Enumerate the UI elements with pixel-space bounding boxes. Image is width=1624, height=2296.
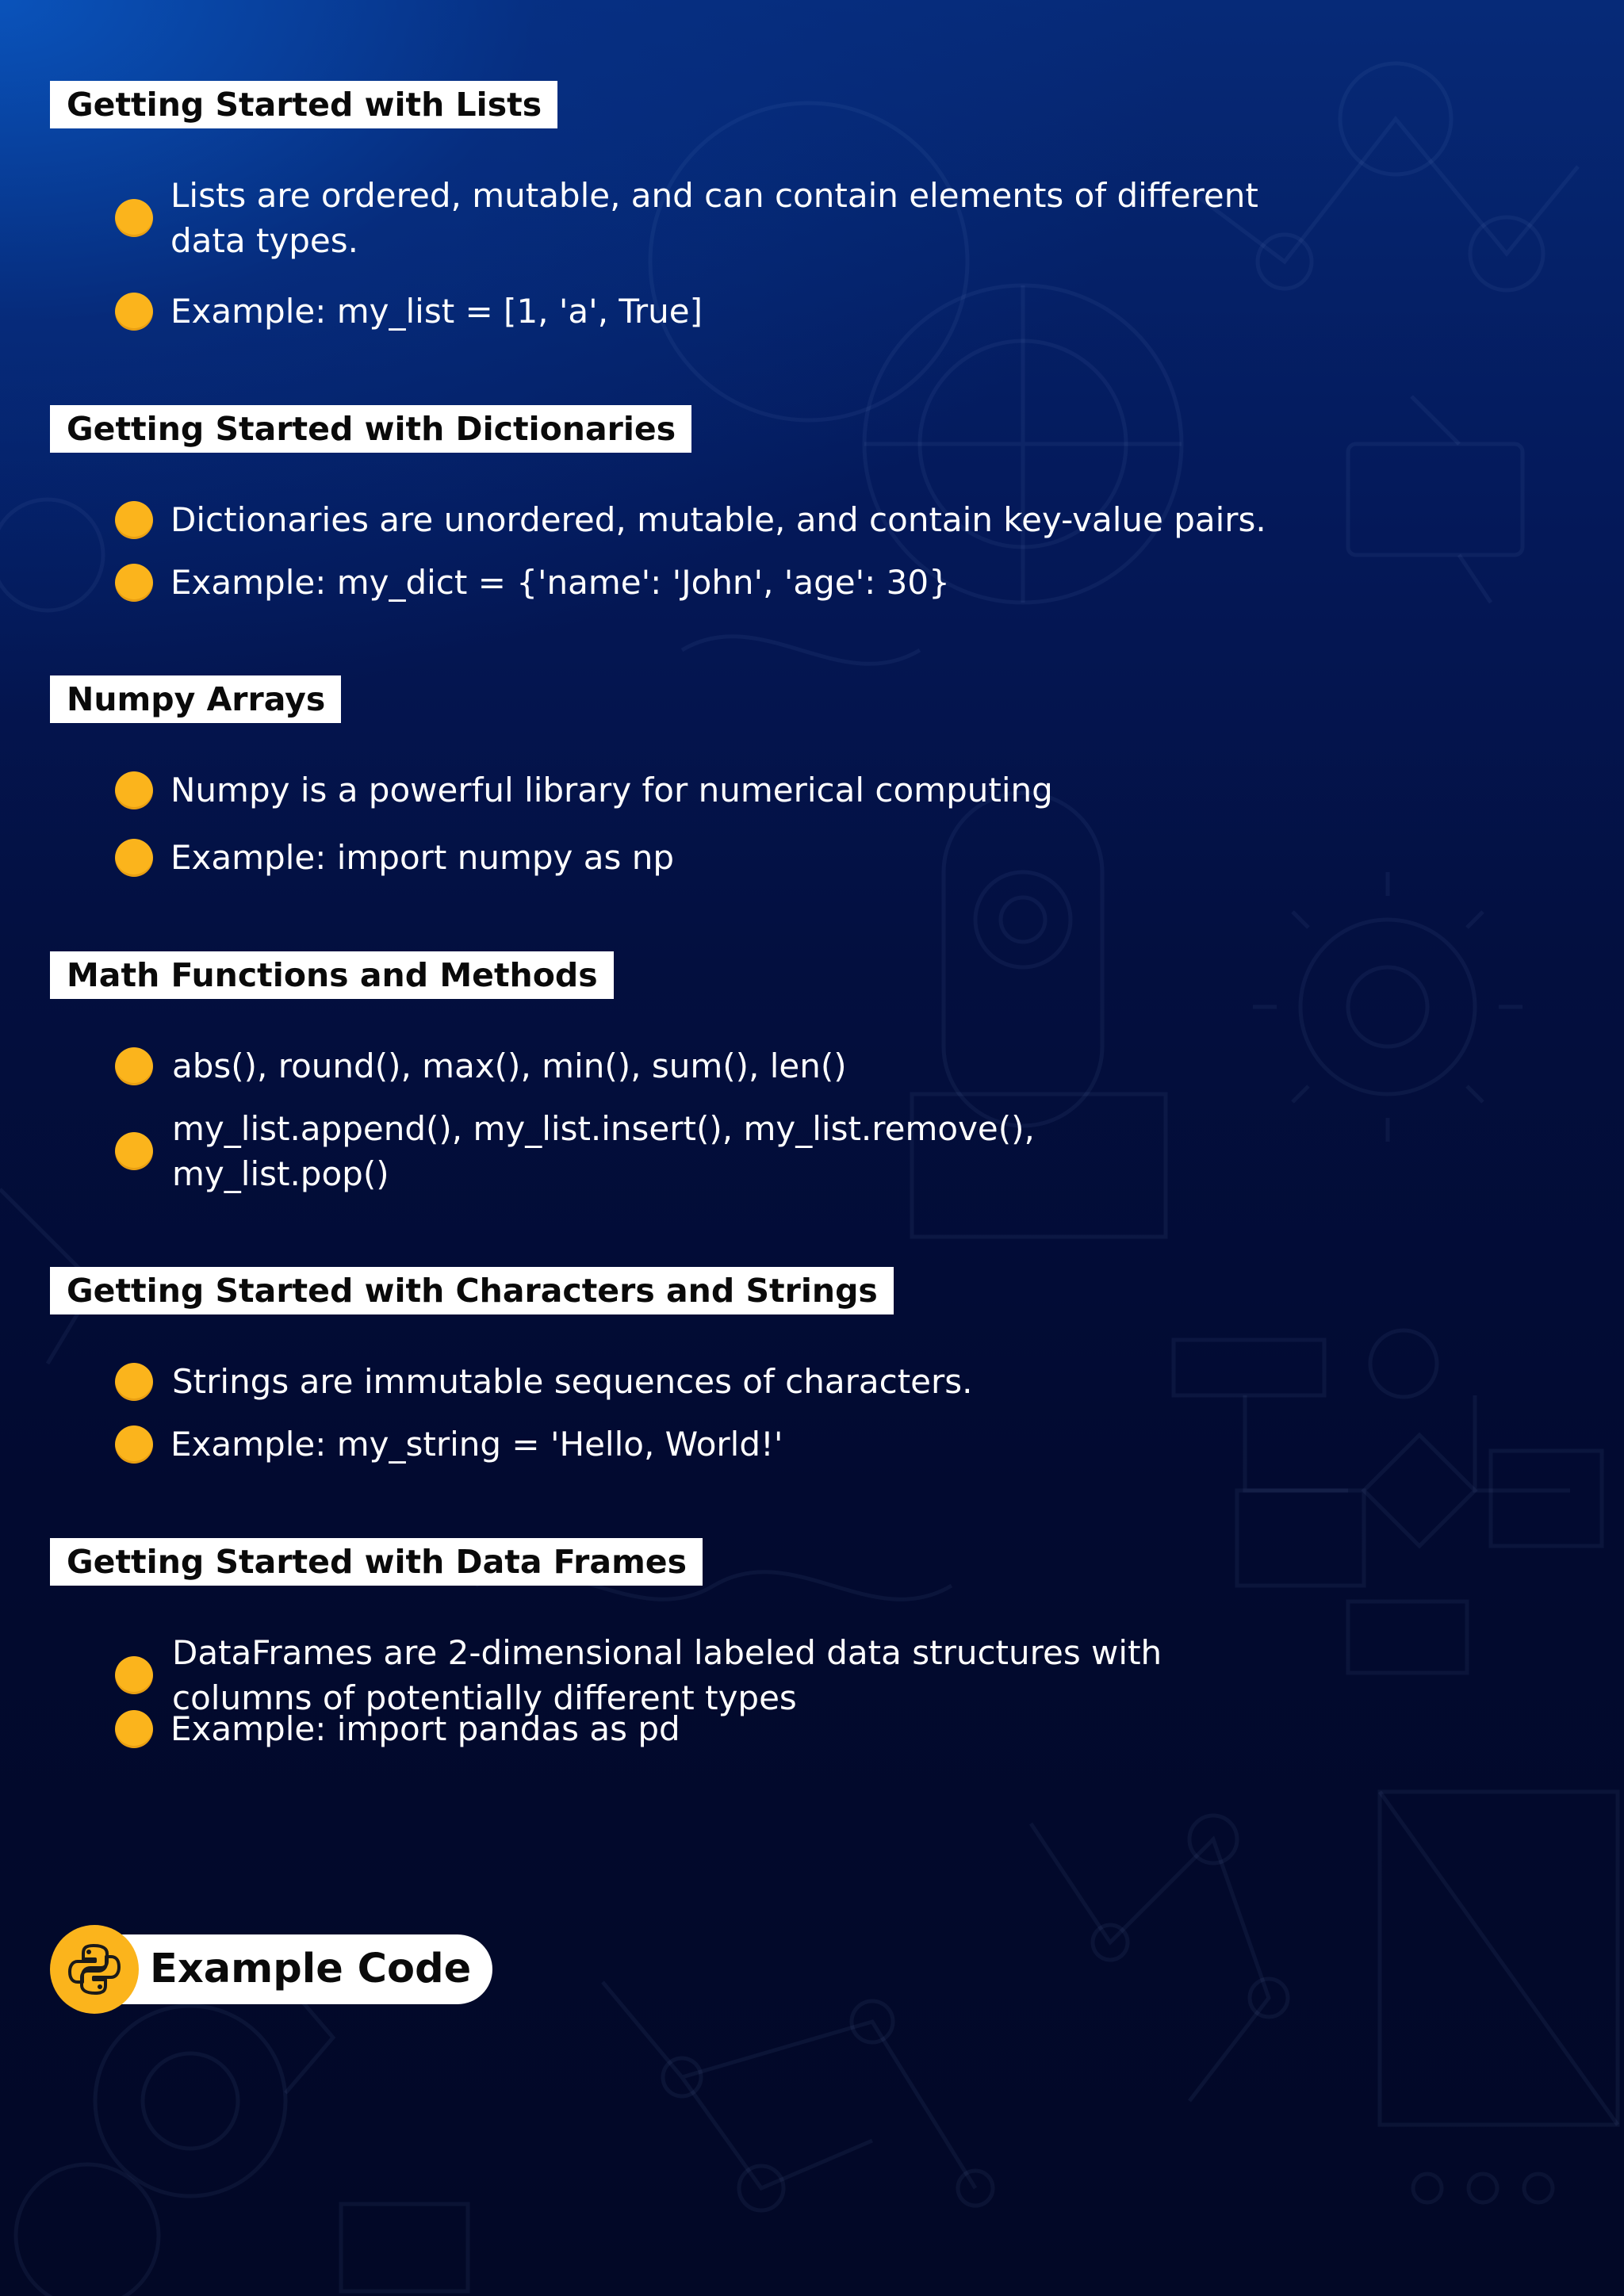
list-item: [50, 497, 1414, 543]
list-item: [50, 560, 1414, 606]
list-item: [50, 1043, 1414, 1089]
bullet-dot-icon: [115, 1132, 153, 1170]
section-strings: [50, 1267, 1414, 1464]
bullet-text: Example: my_string = 'Hello, World!': [170, 1425, 783, 1464]
section-heading: Getting Started with Data Frames: [50, 1538, 703, 1586]
bullet-dot-icon: [115, 1363, 153, 1401]
bullet-text: Lists are ordered, mutable, and can contain elements of different data types.: [170, 176, 1258, 260]
bullet-dot-icon: [115, 1425, 153, 1464]
list-item: [50, 835, 1414, 881]
bullet-dot-icon: [115, 293, 153, 331]
section-heading: Getting Started with Dictionaries: [50, 405, 691, 453]
bullet-text: Strings are immutable sequences of characters.: [172, 1362, 973, 1401]
list-item: [50, 767, 1414, 813]
bullet-text: Example: import numpy as np: [170, 838, 675, 877]
bullet-text: Dictionaries are unordered, mutable, and contain key-value pairs.: [170, 500, 1266, 539]
section-numpy: [50, 675, 1414, 877]
list-item: [50, 1106, 1414, 1196]
section-dictionaries: [50, 405, 1414, 602]
bullet-text: Example: import pandas as pd: [170, 1709, 680, 1748]
bullet-dot-icon: [115, 771, 153, 809]
section-math-functions: [50, 951, 1414, 1193]
bullet-text: Example: my_list = [1, 'a', True]: [170, 292, 703, 331]
bullet-text: abs(), round(), max(), min(), sum(), len(): [172, 1047, 847, 1085]
bullet-dot-icon: [115, 839, 153, 877]
list-item: [50, 1359, 1414, 1405]
example-code-label: Example Code: [150, 1946, 472, 1992]
bullet-dot-icon: [115, 501, 153, 539]
section-heading: Getting Started with Characters and Strings: [50, 1267, 894, 1314]
bullet-text: Numpy is a powerful library for numerical computing: [170, 771, 1053, 809]
list-item: [50, 289, 1414, 335]
list-item: [50, 1422, 1414, 1468]
section-heading: Math Functions and Methods: [50, 951, 614, 999]
python-logo-icon: [50, 1925, 139, 2014]
section-heading: Numpy Arrays: [50, 675, 341, 723]
example-code-badge: [50, 1925, 494, 2014]
bullet-text: Example: my_dict = {'name': 'John', 'age': 30}: [170, 563, 950, 602]
section-lists: [50, 81, 1414, 331]
bullet-dot-icon: [115, 1047, 153, 1085]
bullet-dot-icon: [115, 1710, 153, 1748]
section-heading: Getting Started with Lists: [50, 81, 557, 128]
bullet-dot-icon: [115, 1656, 153, 1694]
bullet-text: DataFrames are 2-dimensional labeled data structures with columns of potentially different types: [172, 1633, 1162, 1717]
list-item: [50, 173, 1414, 263]
bullet-dot-icon: [115, 199, 153, 237]
section-data-frames: [50, 1538, 1414, 1748]
bullet-text: my_list.append(), my_list.insert(), my_list.remove(), my_list.pop(): [172, 1109, 1035, 1193]
list-item: [50, 1706, 1414, 1752]
bullet-dot-icon: [115, 564, 153, 602]
